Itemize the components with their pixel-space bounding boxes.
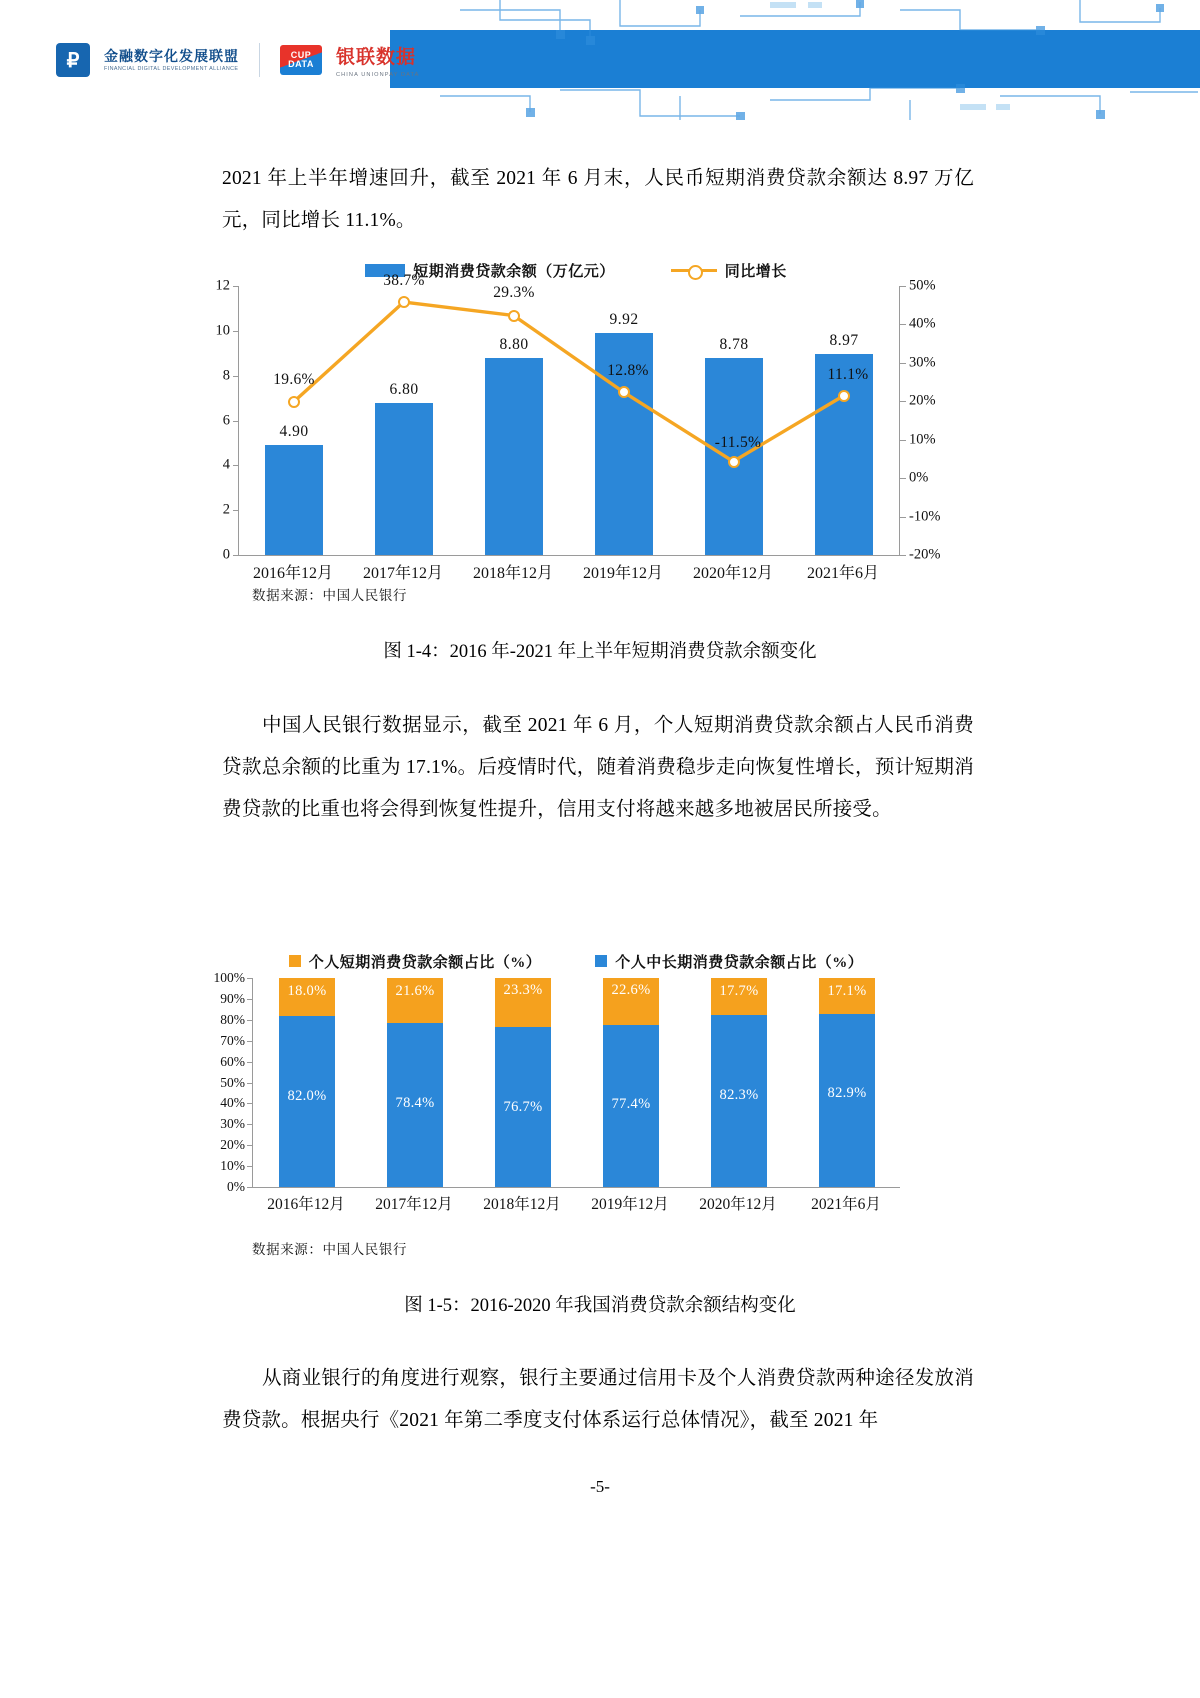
chart2-seg-long-2018 bbox=[495, 1027, 551, 1187]
chart-1-5-stacked bbox=[196, 950, 956, 1250]
chart2-seg-short-2020 bbox=[711, 978, 767, 1015]
chart1-point-label-2020: -11.5% bbox=[714, 434, 762, 451]
chart1-point-2018 bbox=[508, 310, 520, 322]
chart2-bar-2019 bbox=[603, 978, 659, 1187]
chart1-x-axis-labels bbox=[238, 560, 900, 586]
chart2-ytick-10: 10% bbox=[220, 1158, 245, 1174]
chart1-bar-label-2020: 8.78 bbox=[719, 336, 749, 354]
chart2-ytick-100: 100% bbox=[213, 970, 245, 985]
chart2-ytick-30: 30% bbox=[220, 1116, 245, 1132]
chart1-ytick-left-4: 4 bbox=[222, 456, 230, 473]
chart1-ytick-left-2: 2 bbox=[222, 501, 230, 518]
chart1-legend-item-line bbox=[671, 260, 787, 281]
page-number: -5- bbox=[590, 1477, 610, 1496]
chart2-xtick-2017: 2017年12月 bbox=[375, 1196, 453, 1213]
chart2-seg-long-2020 bbox=[711, 1015, 767, 1187]
chart1-point-label-2018: 29.3% bbox=[493, 284, 535, 301]
chart2-seg-long-2019 bbox=[603, 1025, 659, 1187]
chart2-label-long-2017: 78.4% bbox=[395, 1095, 435, 1112]
chart1-bar-label-2018: 8.80 bbox=[499, 336, 529, 354]
chart2-seg-short-2021 bbox=[819, 978, 875, 1014]
chart2-label-long-2018: 76.7% bbox=[503, 1098, 543, 1115]
alliance-name-en: FINANCIAL DIGITAL DEVELOPMENT ALLIANCE bbox=[104, 66, 239, 73]
chart1-xtick-2021: 2021年6月 bbox=[806, 565, 879, 582]
chart2-bar-2018 bbox=[495, 978, 551, 1187]
chart2-xtick-2019: 2019年12月 bbox=[591, 1196, 669, 1213]
chart2-xtick-2018: 2018年12月 bbox=[483, 1196, 561, 1213]
chart1-source-note: 数据来源：中国人民银行 bbox=[252, 588, 408, 603]
chart1-xtick-2019: 2019年12月 bbox=[582, 565, 663, 582]
chart1-point-2016 bbox=[288, 396, 300, 408]
chart2-x-axis-labels bbox=[252, 1192, 900, 1216]
chart2-label-long-2021: 82.9% bbox=[827, 1084, 867, 1101]
chart1-legend-label-bar: 短期消费贷款余额（万亿元） bbox=[413, 263, 615, 280]
chart1-xtick-2017: 2017年12月 bbox=[362, 565, 443, 582]
chart1-bar-label-2021: 8.97 bbox=[829, 332, 859, 350]
chart2-legend-label-long: 个人中长期消费贷款余额占比（%） bbox=[615, 954, 864, 971]
chart2-ytick-80: 80% bbox=[220, 1011, 245, 1027]
chart2-xtick-2016: 2016年12月 bbox=[267, 1196, 345, 1213]
chart1-point-2020 bbox=[728, 456, 740, 468]
chart1-ytick-right-10: 10% bbox=[909, 431, 936, 448]
chart2-bar-2021 bbox=[819, 978, 875, 1187]
unionpay-name-en: CHINA UNIONPAY DATA bbox=[336, 72, 420, 78]
chart2-seg-long-2021 bbox=[819, 1014, 875, 1187]
paragraph-loan-structure: 中国人民银行数据显示，截至 2021 年 6 月，个人短期消费贷款余额占人民币消费贷款总余额的比重为 17.1%。后疫情时代，随着消费稳步走向恢复性增长，预计短期消费贷款的比重也将会得到恢复性提升，信用支付将越来越多地被居民所接受。 bbox=[222, 715, 974, 820]
chart2-seg-short-2018 bbox=[495, 978, 551, 1027]
paragraph-commercial-bank-view: 从商业银行的角度进行观察，银行主要通过信用卡及个人消费贷款两种途径发放消费贷款。根据央行《2021 年第二季度支付体系运行总体情况》，截至 2021 年 bbox=[222, 1368, 974, 1431]
chart1-xtick-2018: 2018年12月 bbox=[472, 565, 553, 582]
chart2-source-note: 数据来源：中国人民银行 bbox=[252, 1242, 408, 1257]
chart2-ytick-0: 0% bbox=[227, 1179, 245, 1194]
chart1-ytick-left-8: 8 bbox=[222, 367, 230, 384]
chart1-bar-label-2017: 6.80 bbox=[389, 380, 419, 398]
legend-blue-swatch-icon bbox=[595, 955, 607, 967]
chart1-point-label-2021: 11.1% bbox=[827, 366, 869, 383]
chart1-ytick-right-50: 50% bbox=[909, 277, 936, 294]
legend-line-marker-icon bbox=[671, 269, 717, 272]
chart2-ytick-90: 90% bbox=[220, 990, 245, 1006]
chart2-seg-short-2016 bbox=[279, 978, 335, 1016]
chart1-ytick-left-0: 0 bbox=[222, 546, 230, 563]
chart1-legend-label-line: 同比增长 bbox=[724, 263, 787, 280]
cup-badge-line2: DATA bbox=[288, 59, 314, 69]
chart2-label-short-2016: 18.0% bbox=[287, 983, 327, 1000]
chart2-legend-label-short: 个人短期消费贷款余额占比（%） bbox=[308, 954, 542, 971]
chart2-label-short-2019: 22.6% bbox=[611, 982, 651, 999]
alliance-logo-text bbox=[104, 48, 239, 72]
figure-1-4-caption: 图 1-4：2016 年-2021 年上半年短期消费贷款余额变化 bbox=[383, 642, 817, 662]
chart2-label-long-2020: 82.3% bbox=[719, 1087, 759, 1104]
chart1-point-label-2017: 38.7% bbox=[383, 272, 425, 289]
chart2-label-short-2018: 23.3% bbox=[503, 981, 543, 998]
chart1-point-label-2016: 19.6% bbox=[273, 371, 315, 388]
logo-divider bbox=[259, 43, 260, 77]
chart1-ytick-right-20: 20% bbox=[909, 392, 936, 409]
unionpay-name-cn: 银联数据 bbox=[336, 47, 417, 68]
chart1-ytick-right-m10: -10% bbox=[909, 508, 941, 525]
chart2-xtick-2020: 2020年12月 bbox=[699, 1196, 777, 1213]
chart1-ytick-right-40: 40% bbox=[909, 315, 936, 332]
chart1-point-2017 bbox=[398, 296, 410, 308]
cup-data-badge-icon bbox=[280, 45, 322, 75]
chart1-ytick-left-12: 12 bbox=[215, 277, 230, 294]
chart1-plot-area bbox=[215, 272, 941, 563]
chart2-legend-item-short bbox=[289, 951, 542, 972]
unionpay-logo-text bbox=[336, 42, 419, 78]
chart2-ytick-60: 60% bbox=[220, 1053, 245, 1069]
chart2-legend-item-long bbox=[595, 951, 863, 972]
chart1-ytick-left-10: 10 bbox=[215, 322, 230, 339]
chart1-growth-line bbox=[239, 286, 900, 555]
chart2-label-long-2019: 77.4% bbox=[611, 1096, 651, 1113]
alliance-name-cn: 金融数字化发展联盟 bbox=[104, 47, 239, 64]
chart2-ytick-20: 20% bbox=[220, 1137, 245, 1153]
brand-logos bbox=[56, 40, 419, 80]
chart2-label-short-2020: 17.7% bbox=[719, 982, 759, 999]
circuit-pattern-decoration bbox=[440, 0, 1200, 120]
paragraph-short-term-loan-growth: 2021 年上半年增速回升，截至 2021 年 6 月末，人民币短期消费贷款余额达 8.97 万亿元，同比增长 11.1%。 bbox=[222, 168, 974, 231]
chart2-bar-2017 bbox=[387, 978, 443, 1187]
chart2-seg-long-2016 bbox=[279, 1016, 335, 1187]
chart2-label-long-2016: 82.0% bbox=[287, 1087, 327, 1104]
chart2-bar-2020 bbox=[711, 978, 767, 1187]
chart2-bar-2016 bbox=[279, 978, 335, 1187]
chart2-plot-area bbox=[213, 970, 900, 1194]
chart2-seg-long-2017 bbox=[387, 1023, 443, 1187]
chart1-ytick-left-6: 6 bbox=[222, 412, 230, 428]
chart1-ytick-right-m20: -20% bbox=[909, 546, 941, 563]
figure-1-5-caption: 图 1-5：2016-2020 年我国消费贷款余额结构变化 bbox=[404, 1296, 796, 1316]
chart1-point-label-2019: 12.8% bbox=[607, 362, 649, 379]
chart2-seg-short-2019 bbox=[603, 978, 659, 1025]
chart2-label-short-2017: 21.6% bbox=[395, 982, 435, 999]
chart1-legend bbox=[196, 258, 956, 282]
chart2-ytick-40: 40% bbox=[220, 1095, 245, 1111]
page-header bbox=[0, 0, 1200, 120]
chart2-seg-short-2017 bbox=[387, 978, 443, 1023]
alliance-logo-icon: ₽ bbox=[56, 43, 90, 77]
chart1-xtick-2016: 2016年12月 bbox=[252, 565, 333, 582]
chart1-xtick-2020: 2020年12月 bbox=[692, 565, 773, 582]
chart1-bar-label-2016: 4.90 bbox=[279, 423, 309, 441]
chart2-xtick-2021: 2021年6月 bbox=[811, 1196, 881, 1213]
chart2-ytick-70: 70% bbox=[220, 1032, 245, 1048]
cup-badge-line1: CUP bbox=[290, 49, 312, 60]
chart1-ytick-right-30: 30% bbox=[909, 354, 936, 371]
chart2-legend bbox=[196, 950, 956, 972]
chart2-ytick-50: 50% bbox=[220, 1074, 245, 1090]
chart1-bar-label-2019: 9.92 bbox=[609, 310, 639, 328]
chart1-ytick-right-0: 0% bbox=[909, 469, 929, 486]
chart2-label-short-2021: 17.1% bbox=[827, 982, 867, 999]
chart-1-4-combo bbox=[196, 258, 956, 606]
legend-orange-swatch-icon bbox=[289, 955, 301, 967]
